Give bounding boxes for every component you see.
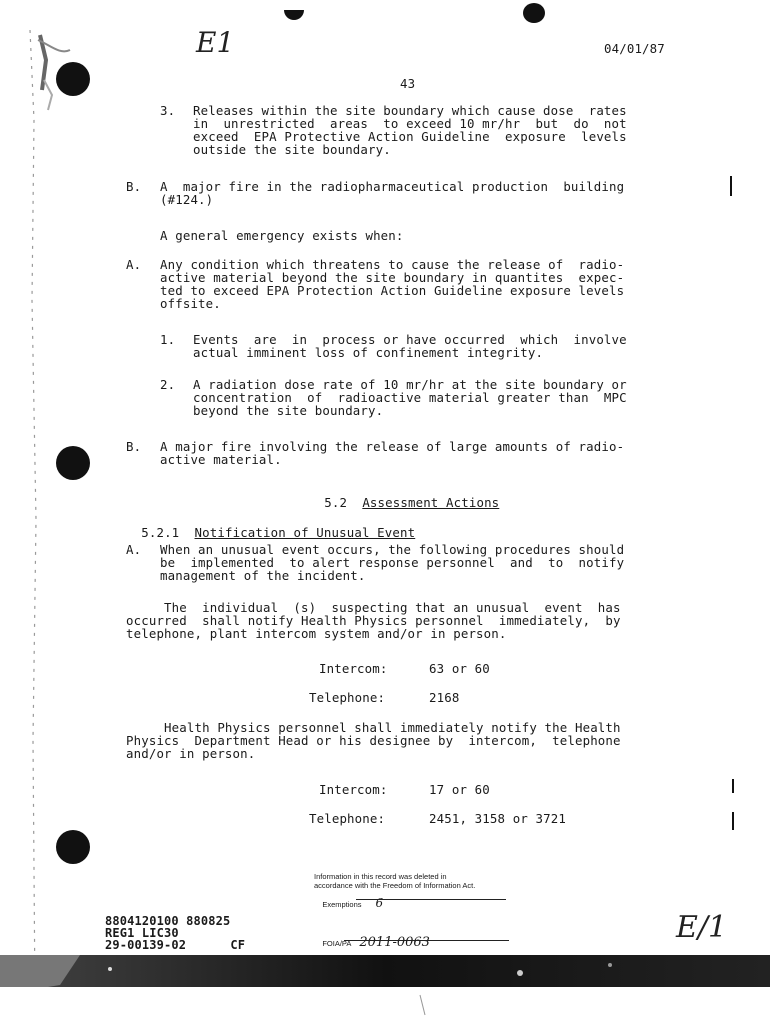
- foia-stamp: [314, 872, 544, 950]
- contact-1-telephone-value: 2168: [429, 690, 460, 705]
- item-3-line-4: outside the site boundary.: [193, 142, 391, 157]
- notification-a-line-3: management of the incident.: [160, 568, 366, 583]
- general-b-label: B.: [126, 439, 142, 454]
- sub-1-line-2: actual imminent loss of confinement integrity.: [193, 345, 544, 360]
- sub-2-line-2: concentration of radioactive material greater than MPC: [193, 390, 627, 405]
- change-bar-2: [732, 779, 734, 793]
- footer-code-line-1: 8804120100 880825: [105, 914, 231, 928]
- footer-code-line-3: 29-00139-02 CF: [105, 938, 246, 952]
- subsection-heading: [126, 513, 415, 539]
- general-a-line-4: offsite.: [160, 296, 221, 311]
- subsection-number: 5.2.1: [141, 525, 180, 540]
- document-date: 04/01/87: [604, 41, 665, 56]
- footer-handwritten-code: E/1: [676, 910, 728, 945]
- sub-2-line-1: A radiation dose rate of 10 mr/hr at the site boundary or: [193, 377, 627, 392]
- paragraph-1-line-2: occurred shall notify Health Physics personnel immediately, by: [126, 613, 621, 628]
- paragraph-2-line-2: Physics Department Head or his designee by intercom, telephone: [126, 733, 621, 748]
- binder-mark-top-right: [523, 3, 545, 23]
- contact-2-telephone-label: Telephone:: [309, 811, 386, 826]
- section-number: 5.2: [324, 495, 348, 510]
- paragraph-1-line-1: The individual (s) suspecting that an unusual event has: [126, 600, 621, 615]
- general-b-line-2: active material.: [160, 452, 282, 467]
- sub-1-number: 1.: [160, 332, 176, 347]
- item-3-number: 3.: [160, 103, 176, 118]
- foia-pa-value: 2011-0063: [359, 935, 430, 950]
- foia-line-1: Information in this record was deleted in: [314, 872, 447, 881]
- foia-exemptions-value: 6: [375, 896, 384, 910]
- foia-line-3: [314, 890, 544, 927]
- notification-a-line-2: be implemented to alert response personnel and to notify: [160, 555, 625, 570]
- sub-2-number: 2.: [160, 377, 176, 392]
- foia-line-2: accordance with the Freedom of Information Act.: [314, 881, 476, 890]
- contact-1-telephone-label: Telephone:: [309, 690, 386, 705]
- sub-1-line-1: Events are in process or have occurred which involve: [193, 332, 627, 347]
- notification-a-line-1: When an unusual event occurs, the following procedures should: [160, 542, 625, 557]
- section-title: Assessment Actions: [362, 495, 500, 510]
- general-a-line-2: active material beyond the site boundary in quantites expec-: [160, 270, 625, 285]
- scan-edge-artifact: [0, 0, 110, 1024]
- sub-2-line-3: beyond the site boundary.: [193, 403, 384, 418]
- footer-code-line-2: REG1 LIC30: [105, 926, 179, 940]
- paragraph-2-line-3: and/or in person.: [126, 746, 256, 761]
- item-b-label: B.: [126, 179, 142, 194]
- scan-bottom-band: [0, 955, 770, 1024]
- contact-2-intercom-label: Intercom:: [319, 782, 388, 797]
- foia-exemptions-label: Exemptions: [322, 900, 362, 909]
- subsection-title: Notification of Unusual Event: [194, 525, 416, 540]
- item-3-line-1: Releases within the site boundary which cause dose rates: [193, 103, 627, 118]
- contact-1-intercom-value: 63 or 60: [429, 661, 490, 676]
- notification-a-label: A.: [126, 542, 142, 557]
- binder-mark-top-center: [284, 10, 304, 20]
- page-number: 43: [400, 76, 416, 91]
- general-a-line-3: ted to exceed EPA Protection Action Guideline exposure levels: [160, 283, 625, 298]
- general-a-line-1: Any condition which threatens to cause the release of radio-: [160, 257, 625, 272]
- item-3-line-2: in unrestricted areas to exceed 10 mr/hr but do not: [193, 116, 627, 131]
- paragraph-1-line-3: telephone, plant intercom system and/or in person.: [126, 626, 507, 641]
- contact-2-telephone-value: 2451, 3158 or 3721: [429, 811, 566, 826]
- general-emergency-intro: A general emergency exists when:: [160, 228, 404, 243]
- section-heading: [309, 483, 499, 509]
- handwritten-code: E1: [196, 26, 235, 59]
- item-3-line-3: exceed EPA Protective Action Guideline exposure levels: [193, 129, 627, 144]
- general-b-line-1: A major fire involving the release of large amounts of radio-: [160, 439, 625, 454]
- general-a-label: A.: [126, 257, 142, 272]
- contact-1-intercom-label: Intercom:: [319, 661, 388, 676]
- paragraph-2-line-1: Health Physics personnel shall immediately notify the Health: [126, 720, 621, 735]
- item-b-line-1: A major fire in the radiopharmaceutical production building: [160, 179, 625, 194]
- item-b-line-2: (#124.): [160, 192, 214, 207]
- punch-hole-bottom: [56, 830, 90, 864]
- change-bar: [730, 176, 732, 196]
- punch-hole-middle: [56, 446, 90, 480]
- punch-hole-top: [56, 62, 90, 96]
- change-bar-3: [732, 812, 734, 830]
- contact-2-intercom-value: 17 or 60: [429, 782, 490, 797]
- foia-pa-label: FOIA/PA: [322, 939, 352, 948]
